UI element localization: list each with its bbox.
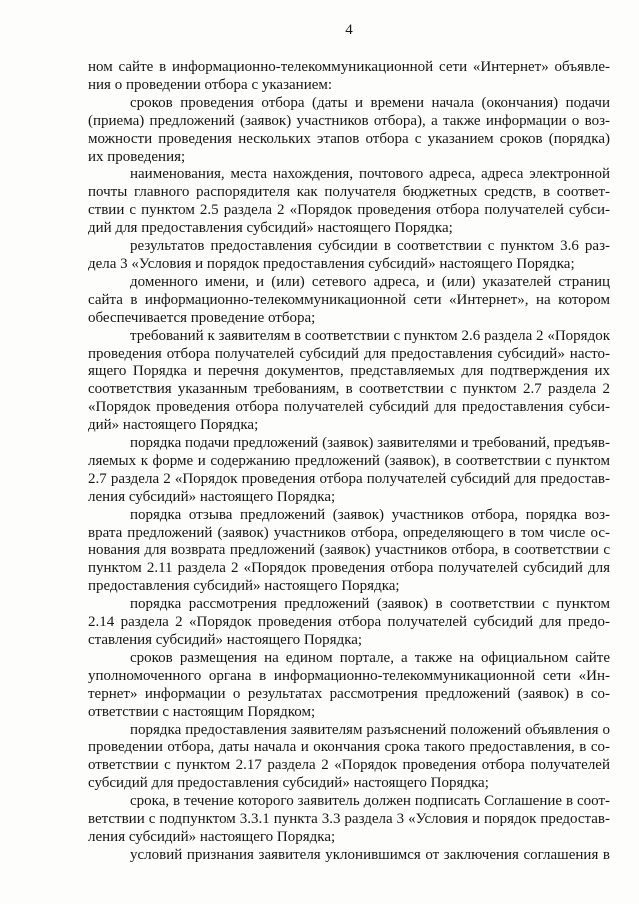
paragraph — [88, 59, 610, 95]
text-line: почты главного распорядителя как получателя бюджетных средств, в соответ- — [88, 184, 610, 201]
paragraph — [88, 435, 610, 507]
text-line: порядка отзыва предложений (заявок) участников отбора, порядка воз- — [130, 506, 610, 523]
text-line: пунктом 2.11 раздела 2 «Порядок проведения отбора получателей субсидий для — [88, 560, 610, 577]
text-line: их проведения; — [88, 148, 186, 165]
text-line: ляемых к форме и содержанию предложений (заявок), в соответствии с пунктом — [88, 452, 610, 469]
text-line: можности проведения нескольких этапов отбора с указанием сроков (порядка) — [88, 130, 610, 147]
text-line: сайта в информационно-телекоммуникационной сети «Интернет», на котором — [88, 291, 610, 308]
text-line: нования для возврата предложений (заявок) участников отбора, в соответствии с — [88, 542, 610, 559]
text-line: проведении отбора, даты начала и окончания срока такого предоставления, в со- — [88, 739, 610, 756]
text-line: ления субсидий» настоящего Порядка; — [88, 488, 336, 505]
text-line: врата предложений (заявок) участников отбора, определяющего в том числе ос- — [88, 524, 610, 541]
text-line: соответствия указанным требованиям, в соответствии с пунктом 2.7 раздела 2 — [88, 381, 610, 398]
text-line: результатов предоставления субсидии в соответствии с пунктом 3.6 раз- — [130, 238, 610, 255]
text-line: «Порядок проведения отбора получателей субсидий для предоставления субси- — [88, 399, 610, 416]
text-line: порядка рассмотрения предложений (заявок) в соответствии с пунктом — [130, 596, 610, 613]
text-line: ствии с пунктом 2.5 раздела 2 «Порядок проведения отбора получателей субси- — [88, 202, 610, 219]
text-line: ветствии с подпунктом 3.3.1 пункта 3.3 раздела 3 «Условия и порядок предостав- — [88, 811, 610, 828]
text-line: наименования, места нахождения, почтового адреса, адреса электронной — [130, 166, 610, 183]
paragraph — [88, 650, 610, 722]
text-line: ответствии с пунктом 2.17 раздела 2 «Порядок проведения отбора получателей — [88, 757, 610, 774]
text-line: ставления субсидий» настоящего Порядка; — [88, 632, 363, 648]
paragraph — [88, 328, 610, 435]
paragraph — [88, 274, 610, 328]
text-line: 2.14 раздела 2 «Порядок проведения отбора получателей субсидий для предо- — [88, 614, 610, 631]
text-line: 2.7 раздела 2 «Порядок проведения отбора получателей субсидий для предостав- — [88, 470, 610, 487]
paragraph — [88, 95, 610, 167]
text-line: субсидий для предоставления субсидий» настоящего Порядка; — [88, 775, 489, 792]
text-line: ном сайте в информационно-телекоммуникационной сети «Интернет» объявле- — [88, 59, 610, 75]
paragraph — [88, 722, 610, 794]
paragraph — [88, 507, 610, 597]
text-line: дий» настоящего Порядка; — [88, 417, 259, 434]
paragraph — [88, 166, 610, 238]
text-line: дела 3 «Условия и порядок предоставления субсидий» настоящего Порядка; — [88, 255, 575, 272]
text-line: сроков размещения на едином портале, а также на официальном сайте — [130, 649, 610, 666]
text-line: срока, в течение которого заявитель должен подписать Соглашение в соот- — [130, 793, 610, 810]
text-line: порядка предоставления заявителям разъяснений положений объявления о — [130, 721, 610, 738]
paragraph — [88, 793, 610, 847]
text-line: требований к заявителям в соответствии с пунктом 2.6 раздела 2 «Порядок — [130, 327, 610, 344]
text-line: обеспечивается проведение отбора; — [88, 309, 316, 326]
paragraph — [88, 847, 610, 865]
text-line: условий признания заявителя уклонившимся от заключения соглашения в — [130, 846, 610, 863]
text-line: (приема) предложений (заявок) участников отбора), а также информации о воз- — [88, 112, 610, 129]
text-line: порядка подачи предложений (заявок) заявителями и требований, предъяв- — [130, 435, 610, 452]
text-line: ответствии с настоящим Порядком; — [88, 703, 316, 720]
paragraph — [88, 596, 610, 650]
paragraph — [88, 238, 610, 274]
text-line: дий для предоставления субсидий» настоящего Порядка; — [88, 220, 453, 237]
text-line: сроков проведения отбора (даты и времени начала (окончания) подачи — [130, 94, 610, 111]
text-line: ния о проведении отбора с указанием: — [88, 76, 333, 93]
text-line: ления субсидий» настоящего Порядка; — [88, 828, 336, 845]
text-line: доменного имени, и (или) сетевого адреса, и (или) указателей страниц — [130, 273, 610, 290]
text-line: предоставления субсидий» настоящего Порядка; — [88, 578, 400, 595]
text-line: уполномоченного органа в информационно-телекоммуникационной сети «Ин- — [88, 667, 610, 684]
page-number: 4 — [345, 22, 353, 38]
text-line: тернет» информации о результатах рассмотрения предложений (заявок) в со- — [88, 685, 610, 702]
document-body — [88, 59, 610, 865]
text-line: проведения отбора получателей субсидий для предоставления субсидий» насто- — [88, 345, 610, 362]
text-line: ящего Порядка и перечня документов, представляемых для подтверждения их — [88, 363, 610, 380]
